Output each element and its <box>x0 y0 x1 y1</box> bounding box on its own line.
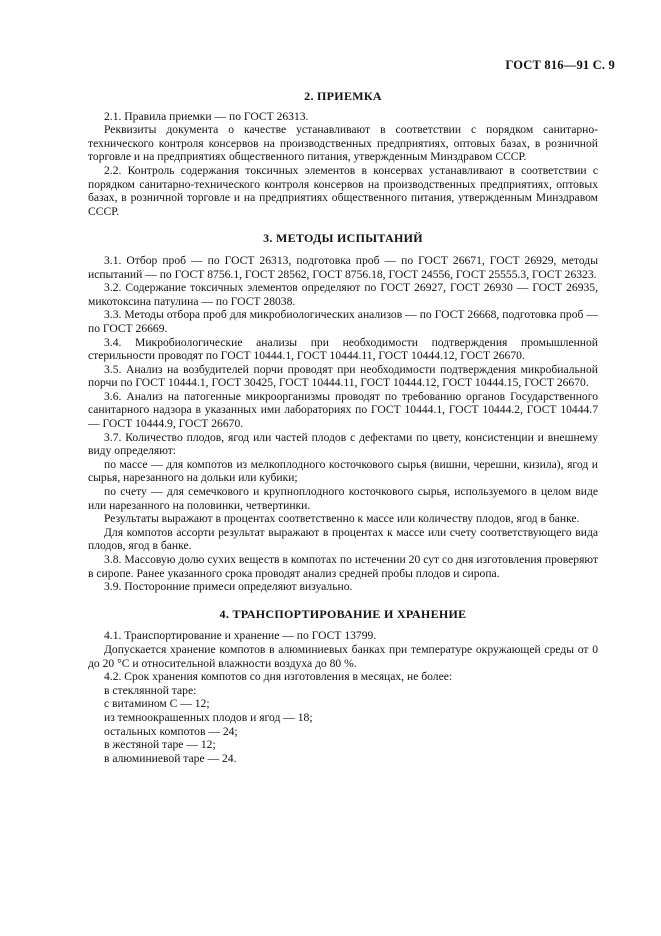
list-item: в стеклянной таре: <box>104 683 197 697</box>
paragraph: Результаты выражают в процентах соответственно к массе или количеству плодов, ягод в банке. <box>104 512 580 526</box>
paragraph: 3.8. Массовую долю сухих веществ в компотах по истечении 20 сут со дня изготовления проверяют в сиропе. Ранее указанного срока проводят анализ средней пробы плодов и сиропа. <box>88 553 598 580</box>
paragraph: 4.1. Транспортирование и хранение — по ГОСТ 13799. <box>104 629 377 643</box>
paragraph: 3.7. Количество плодов, ягод или частей плодов с дефектами по цвету, консистенции и внешнему виду определяют: <box>88 430 598 458</box>
page-header: ГОСТ 816—91 С. 9 <box>505 58 615 72</box>
paragraph: по массе — для компотов из мелкоплодного косточкового сырья (вишни, черешни, кизила), ягод и сырья, нарезанного на дольки или кубики; <box>88 457 598 485</box>
list-item: из темноокрашенных плодов и ягод — 18; <box>104 710 313 724</box>
section-heading: 3. МЕТОДЫ ИСПЫТАНИЙ <box>263 231 423 246</box>
paragraph: 3.5. Анализ на возбудителей порчи проводят при необходимости подтверждения микробиальной порчи по ГОСТ 10444.1, ГОСТ 30425, ГОСТ 10444.11, ГОСТ 10444.12, ГОСТ 10444.15, ГОСТ 26670. <box>88 362 598 390</box>
paragraph: 3.4. Микробиологические анализы при необходимости подтверждения промышленной стерильности проводят по ГОСТ 10444.1, ГОСТ 10444.11, ГОСТ 10444.12, ГОСТ 26670. <box>88 335 598 363</box>
paragraph: 3.2. Содержание токсичных элементов определяют по ГОСТ 26927, ГОСТ 26930 — ГОСТ 26935, микотоксина патулина — по ГОСТ 28038. <box>88 281 598 308</box>
list-item: в жестяной таре — 12; <box>104 738 216 752</box>
paragraph: 2.1. Правила приемки — по ГОСТ 26313. <box>104 109 309 123</box>
paragraph: 3.1. Отбор проб — по ГОСТ 26313, подготовка проб — по ГОСТ 26671, ГОСТ 26929, методы испытаний — по ГОСТ 8756.1, ГОСТ 28562, ГОСТ 8756.18, ГОСТ 24556, ГОСТ 25555.3, ГОСТ 26323. <box>88 253 598 281</box>
paragraph: по счету — для семечкового и крупноплодного косточкового сырья, используемого в целом виде или нарезанного на половинки, четвертинки. <box>88 485 598 512</box>
document-body <box>88 90 598 765</box>
paragraph: Допускается хранение компотов в алюминиевых банках при температуре окружающей среды от 0 до 20 °С и относительной влажности воздуха до 80 %. <box>88 642 598 670</box>
section-acceptance <box>88 90 598 218</box>
section-test-methods <box>88 232 598 593</box>
paragraph: 4.2. Срок хранения компотов со дня изготовления в месяцах, не более: <box>104 670 453 684</box>
list-item: в алюминиевой таре — 24. <box>104 751 237 765</box>
section-heading: 4. ТРАНСПОРТИРОВАНИЕ И ХРАНЕНИЕ <box>219 606 467 621</box>
list-item: с витамином С — 12; <box>104 697 210 711</box>
paragraph: Для компотов ассорти результат выражают в процентах к массе или счету соответствующего вида плодов, ягод в банке. <box>88 525 598 553</box>
list-item: остальных компотов — 24; <box>104 724 238 738</box>
paragraph: 3.3. Методы отбора проб для микробиологических анализов — по ГОСТ 26668, подготовка проб — по ГОСТ 26669. <box>88 308 598 335</box>
paragraph: Реквизиты документа о качестве устанавливают в соответствии с порядком санитарно-технического контроля консервов на производственных предприятиях, оптовых базах, в розничной торговле и на предприятиях общественного питания, утвержденным Минздравом СССР. <box>88 123 598 164</box>
paragraph: 3.9. Посторонние примеси определяют визуально. <box>104 580 353 594</box>
paragraph: 3.6. Анализ на патогенные микроорганизмы проводят по требованию органов Государственного санитарного надзора в указанных ими лабораториях по ГОСТ 10444.1, ГОСТ 10444.2, ГОСТ 10444.7— ГОСТ 10444.9, ГОСТ 26670. <box>88 389 598 431</box>
section-heading: 2. ПРИЕМКА <box>304 89 382 103</box>
section-transport-storage <box>88 608 598 766</box>
paragraph: 2.2. Контроль содержания токсичных элементов в консервах устанавливают в соответствии с порядком санитарно-технического контроля консервов на производственных предприятиях, оптовых базах, в розничной торговле и на предприятиях общественного питания, утвержденным Минздравом СССР. <box>88 163 598 218</box>
